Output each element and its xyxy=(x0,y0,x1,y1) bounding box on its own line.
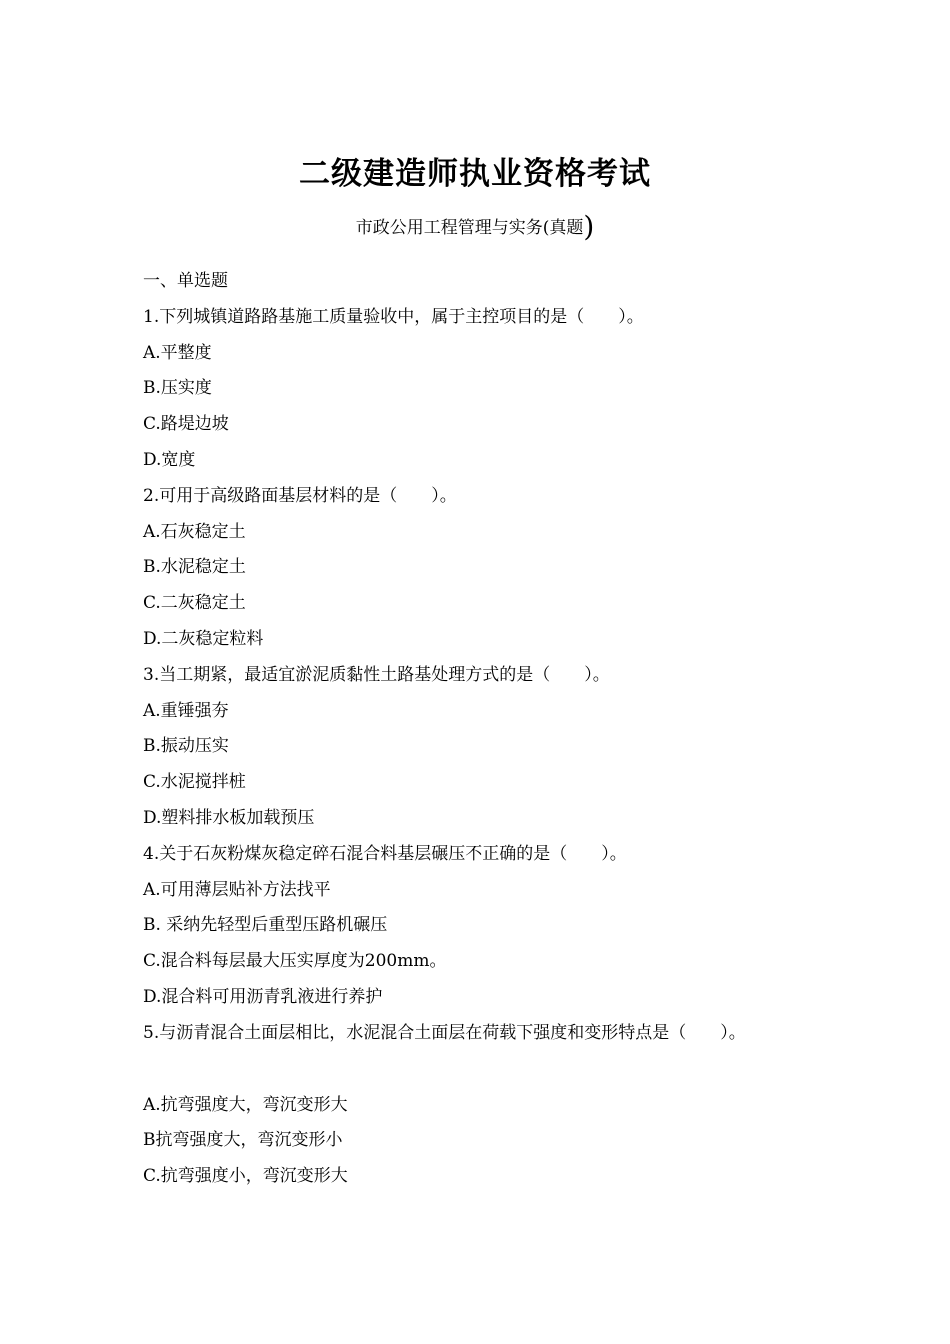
question-3: 3.当工期紧，最适宜淤泥质黏性土路基处理方式的是（ ）。 xyxy=(143,664,610,685)
question-4-option-d: D.混合料可用沥青乳液进行养护 xyxy=(143,986,383,1007)
question-2: 2.可用于高级路面基层材料的是（ ）。 xyxy=(143,485,457,506)
subtitle-closing-paren: ) xyxy=(583,210,595,243)
question-4-option-a: A.可用薄层贴补方法找平 xyxy=(143,879,331,900)
question-4-option-c: C.混合料每层最大压实厚度为200mm。 xyxy=(143,951,447,972)
question-3-option-b: B.振动压实 xyxy=(143,736,229,757)
question-5: 5.与沥青混合土面层相比，水泥混合土面层在荷载下强度和变形特点是（ ）。 xyxy=(143,1022,746,1043)
question-5-option-b: B抗弯强度大，弯沉变形小 xyxy=(143,1130,343,1151)
question-4-option-b: B. 采纳先轻型后重型压路机碾压 xyxy=(143,915,388,936)
question-4: 4.关于石灰粉煤灰稳定碎石混合料基层碾压不正确的是（ ）。 xyxy=(143,843,627,864)
question-5-option-c: C.抗弯强度小，弯沉变形大 xyxy=(143,1166,348,1187)
question-1-option-a: A.平整度 xyxy=(143,342,212,363)
question-2-option-d: D.二灰稳定粒料 xyxy=(143,628,264,649)
question-2-option-b: B.水泥稳定土 xyxy=(143,557,246,578)
question-list xyxy=(143,264,923,1195)
question-3-option-d: D.塑料排水板加载预压 xyxy=(143,807,315,828)
question-3-option-a: A.重锤强夯 xyxy=(143,700,229,721)
question-1: 1.下列城镇道路路基施工质量验收中，属于主控项目的是（ ）。 xyxy=(143,306,644,327)
section-heading: 一、单选题 xyxy=(143,271,228,291)
question-2-option-c: C.二灰稳定土 xyxy=(143,593,246,614)
question-1-option-b: B.压实度 xyxy=(143,378,212,399)
question-2-option-a: A.石灰稳定土 xyxy=(143,521,246,542)
question-1-option-d: D.宽度 xyxy=(143,449,196,470)
question-5-option-a: A.抗弯强度大，弯沉变形大 xyxy=(143,1094,348,1115)
subtitle-text: 市政公用工程管理与实务(真题 xyxy=(355,218,584,238)
question-3-option-c: C.水泥搅拌桩 xyxy=(143,772,246,793)
document-subtitle xyxy=(0,212,950,243)
question-1-option-c: C.路堤边坡 xyxy=(143,414,229,435)
document-title: 二级建造师执业资格考试 xyxy=(299,156,651,192)
